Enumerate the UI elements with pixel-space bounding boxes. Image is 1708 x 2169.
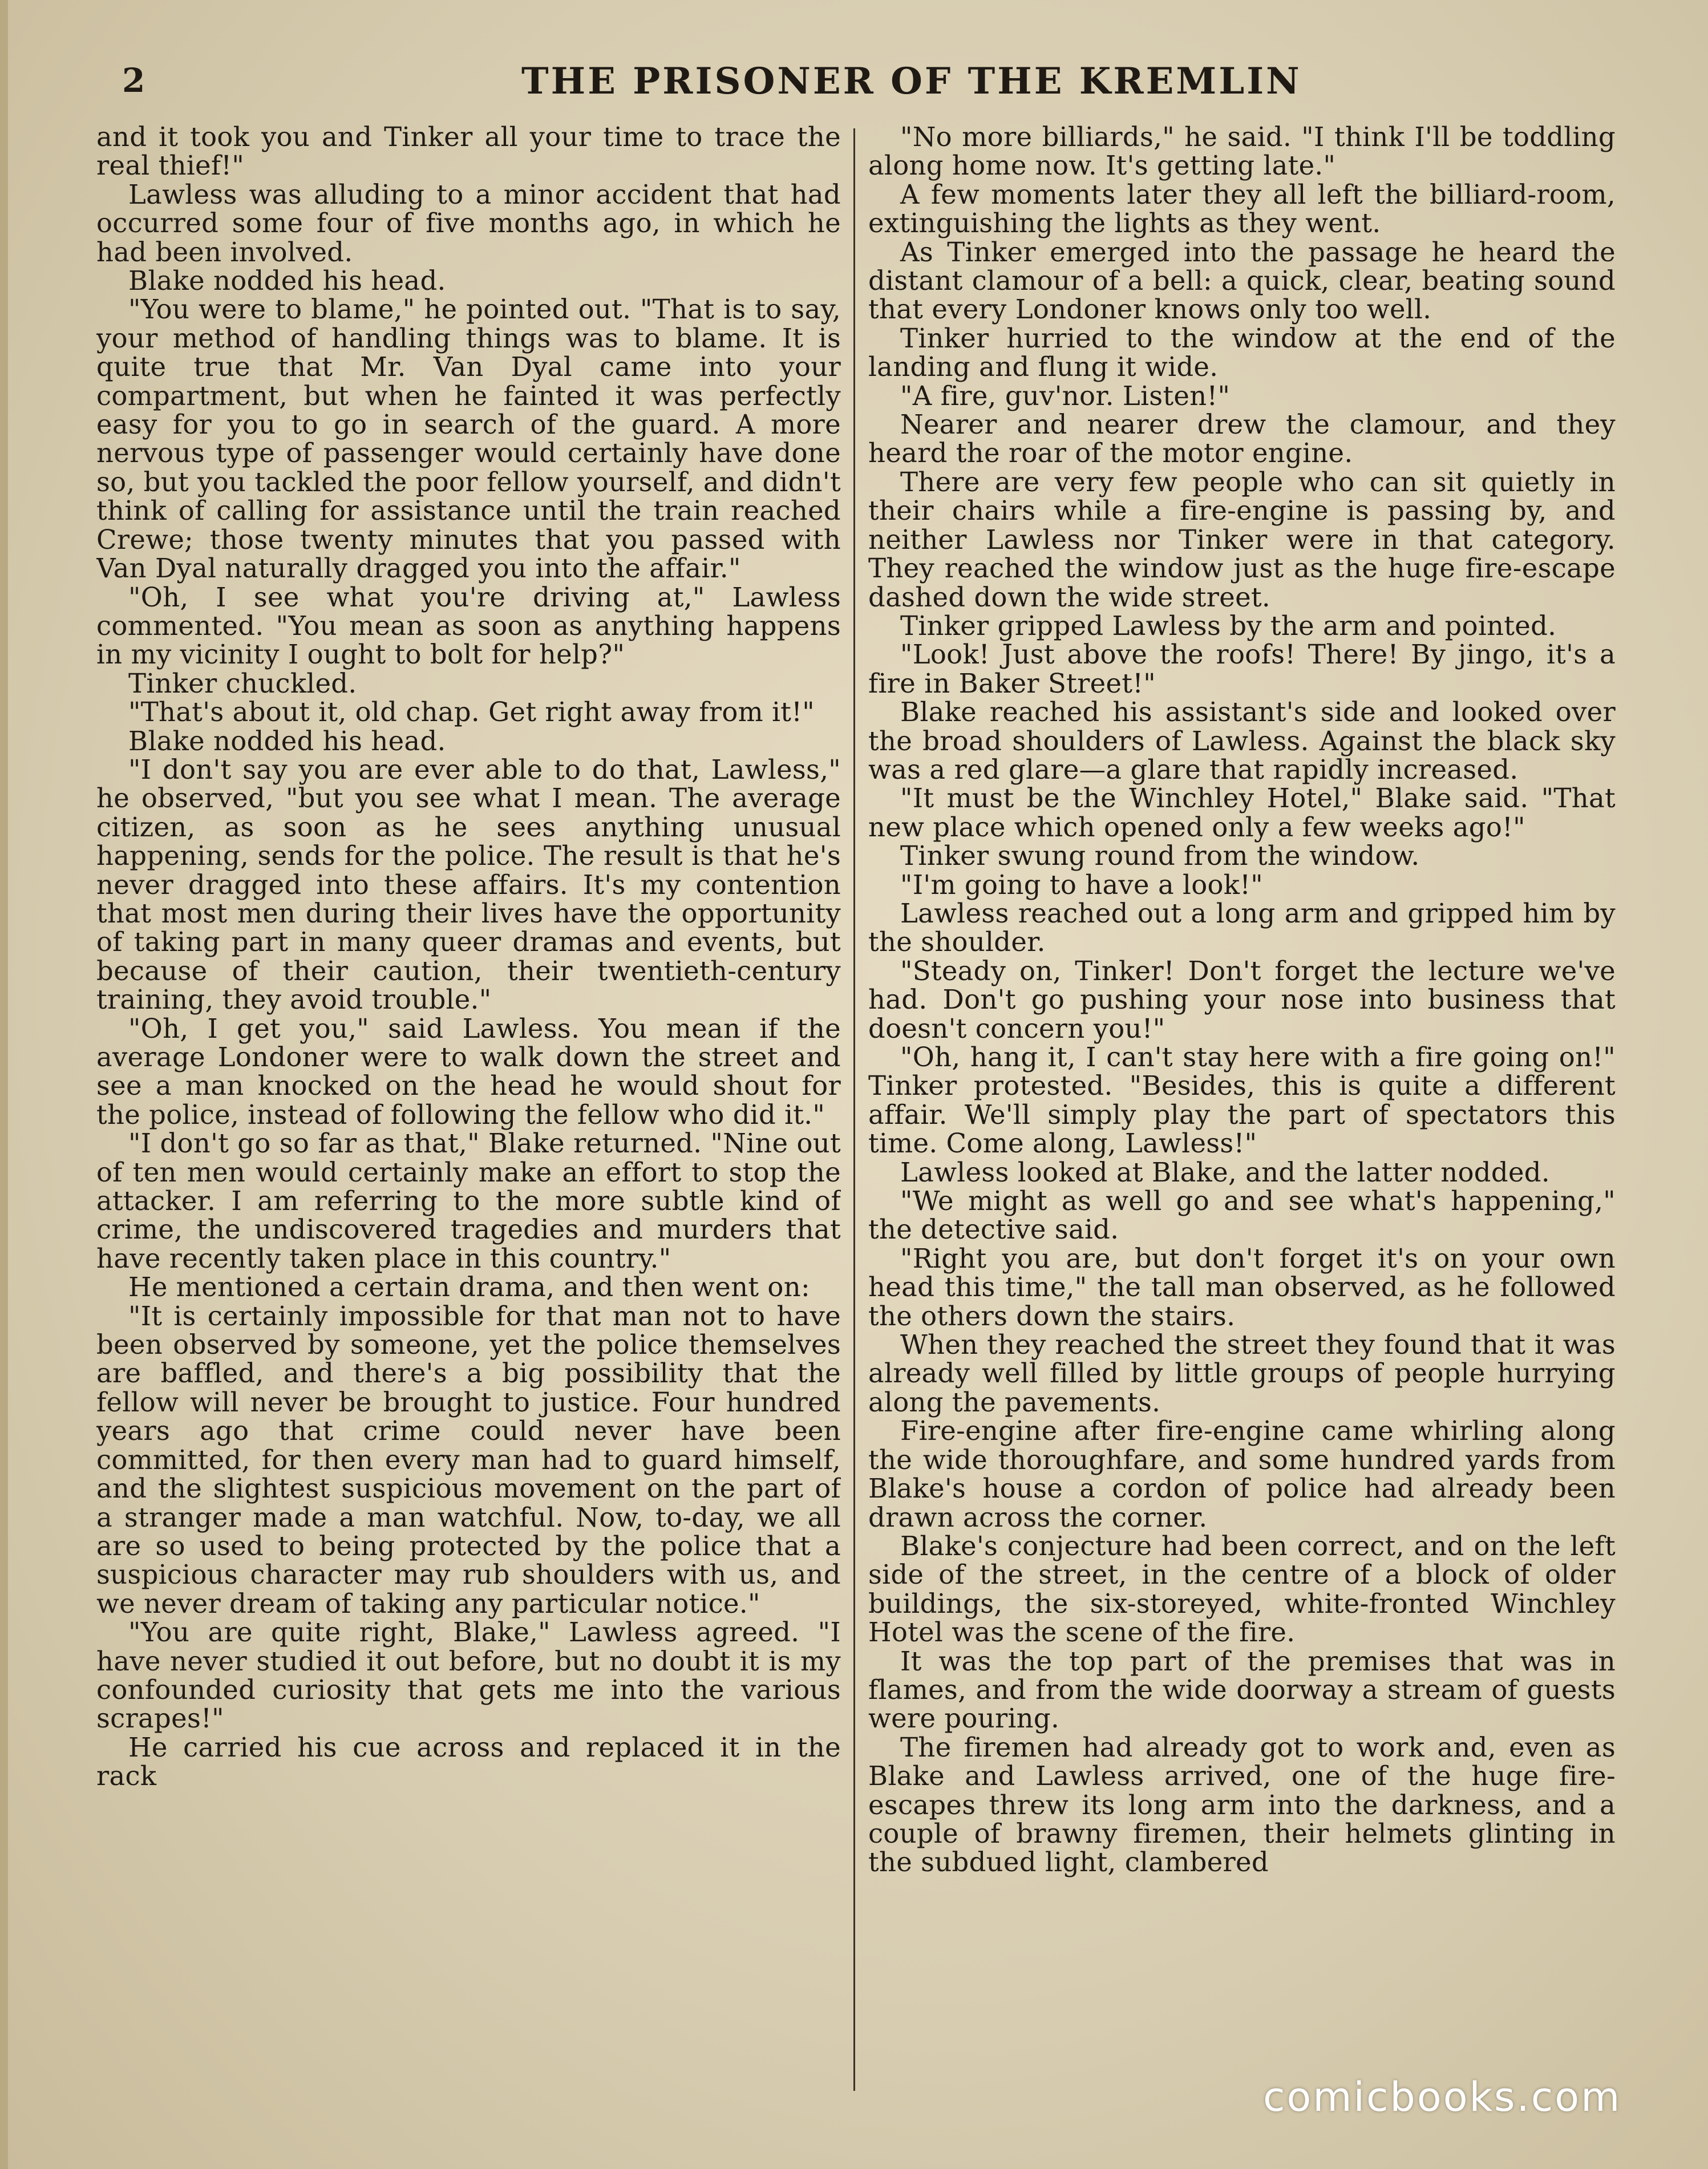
paragraph: "Look! Just above the roofs! There! By jingo, it's a fire in Baker Street!": [868, 639, 1616, 699]
paragraph: "It must be the Winchley Hotel," Blake said. "That new place which opened only a few weeks ago!": [868, 783, 1616, 843]
paragraph: "I don't say you are ever able to do that, Lawless," he observed, "but you see what I mean. The average citizen, as soon as he sees anything unusual happening, sends for the police. The result is that he's never dragged into these affairs. It's my contention that most men during their lives have the opportunity of taking part in many queer dramas and events, but because of their caution, their twentieth-century training, they avoid trouble.": [96, 754, 841, 1015]
paragraph: Nearer and nearer drew the clamour, and they heard the roar of the motor engine.: [868, 409, 1616, 469]
paragraph: As Tinker emerged into the passage he heard the distant clamour of a bell: a quick, clear, beating sound that every Londoner knows only too well.: [868, 236, 1616, 325]
paragraph: Lawless reached out a long arm and gripped him by the shoulder.: [868, 897, 1616, 958]
paragraph: Lawless was alluding to a minor accident that had occurred some four of five months ago, in which he had been involved.: [96, 179, 841, 268]
paragraph: "Right you are, but don't forget it's on your own head this time," the tall man observed, as he followed the others down the stairs.: [868, 1243, 1616, 1332]
paragraph: Fire-engine after fire-engine came whirling along the wide thoroughfare, and some hundred yards from Blake's house a cordon of police had already been drawn across the corner.: [868, 1415, 1616, 1533]
column-divider: [853, 128, 855, 2091]
paragraph: "You were to blame," he pointed out. "That is to say, your method of handling things was to blame. It is quite true that Mr. Van Dyal came into your compartment, but when he fainted it was perfectly easy for you to go in search of the guard. A more nervous type of passenger would certainly have done so, but you tackled the poor fellow yourself, and didn't think of calling for assistance until the train reached Crewe; those twenty minutes that you passed with Van Dyal naturally dragged you into the affair.": [96, 294, 841, 584]
paragraph: "I don't go so far as that," Blake returned. "Nine out of ten men would certainly make an effort to stop the attacker. I am referring to the more subtle kind of crime, the undiscovered tragedies and murders that have recently taken place in this country.": [96, 1128, 841, 1274]
paragraph: He carried his cue across and replaced it in the rack: [96, 1731, 841, 1792]
paragraph: "Oh, hang it, I can't stay here with a fire going on!" Tinker protested. "Besides, this is quite a different affair. We'll simply play the part of spectators this time. Come along, Lawless!": [868, 1042, 1616, 1159]
right-column: [868, 123, 1616, 2108]
page-number: 2: [122, 61, 147, 100]
watermark-logo: comicbooks.com: [1263, 2074, 1622, 2121]
paragraph: There are very few people who can sit quietly in their chairs while a fire-engine is passing by, and neither Lawless nor Tinker were in that category. They reached the window just as the huge fire-escape dashed down the wide street.: [868, 466, 1616, 613]
paragraph: "You are quite right, Blake," Lawless agreed. "I have never studied it out before, but no doubt it is my confounded curiosity that gets me into the various scrapes!": [96, 1617, 841, 1734]
paragraph: and it took you and Tinker all your time to trace the real thief!": [96, 123, 841, 181]
paragraph: "It is certainly impossible for that man not to have been observed by someone, yet the police themselves are baffled, and there's a big possibility that the fellow will never be brought to justice. Four hundred years ago that crime could never have been committed, for then every man had to guard himself, and the slightest suspicious movement on the part of a stranger made a man watchful. Now, to-day, we all are so used to being protected by the police that a suspicious character may rub shoulders with us, and we never dream of taking any particular notice.": [96, 1300, 841, 1619]
paragraph: Blake nodded his head.: [128, 725, 446, 756]
paragraph: "A fire, guv'nor. Listen!": [900, 380, 1231, 411]
paragraph: The firemen had already got to work and, even as Blake and Lawless arrived, one of the huge fire-escapes threw its long arm into the darkness, and a couple of brawny firemen, their helmets glinting in the subdued light, clambered: [868, 1731, 1616, 1878]
paragraph: Blake nodded his head.: [128, 265, 446, 297]
paragraph: Tinker swung round from the window.: [900, 840, 1420, 872]
paragraph: "That's about it, old chap. Get right away from it!": [128, 697, 815, 728]
running-title: THE PRISONER OF THE KREMLIN: [521, 60, 1302, 103]
paragraph: "No more billiards," he said. "I think I'll be toddling along home now. It's getting late.": [868, 123, 1616, 181]
paragraph: He mentioned a certain drama, and then went on:: [128, 1272, 810, 1303]
paragraph: Tinker gripped Lawless by the arm and pointed.: [900, 610, 1557, 641]
paragraph: A few moments later they all left the billiard-room, extinguishing the lights as they went.: [868, 179, 1616, 239]
page-header: [8, 54, 1708, 123]
paragraph: "Oh, I see what you're driving at," Lawless commented. "You mean as soon as anything happens in my vicinity I ought to bolt for help?": [96, 581, 841, 670]
left-column: [96, 123, 841, 2108]
paragraph: "I'm going to have a look!": [900, 869, 1263, 900]
paragraph: Blake's conjecture had been correct, and on the left side of the street, in the centre of a block of older buildings, the six-storeyed, white-fronted Winchley Hotel was the scene of the fire.: [868, 1530, 1616, 1648]
paragraph: "Oh, I get you," said Lawless. You mean if the average Londoner were to walk down the street and see a man knocked on the head he would shout for the police, instead of following the fellow who did it.": [96, 1013, 841, 1130]
paragraph: Tinker hurried to the window at the end of the landing and flung it wide.: [868, 322, 1616, 383]
paragraph: It was the top part of the premises that was in flames, and from the wide doorway a stream of guests were pouring.: [868, 1645, 1616, 1734]
paragraph: When they reached the street they found that it was already well filled by little groups of people hurrying along the pavements.: [868, 1329, 1616, 1418]
paragraph: "We might as well go and see what's happening," the detective said.: [868, 1185, 1616, 1245]
paragraph: Blake reached his assistant's side and looked over the broad shoulders of Lawless. Against the black sky was a red glare—a glare that rapidly increased.: [868, 697, 1616, 785]
paragraph: Lawless looked at Blake, and the latter nodded.: [900, 1156, 1550, 1188]
paragraph: Tinker chuckled.: [128, 667, 357, 699]
paragraph: "Steady on, Tinker! Don't forget the lecture we've had. Don't go pushing your nose into business that doesn't concern you!": [868, 955, 1616, 1044]
